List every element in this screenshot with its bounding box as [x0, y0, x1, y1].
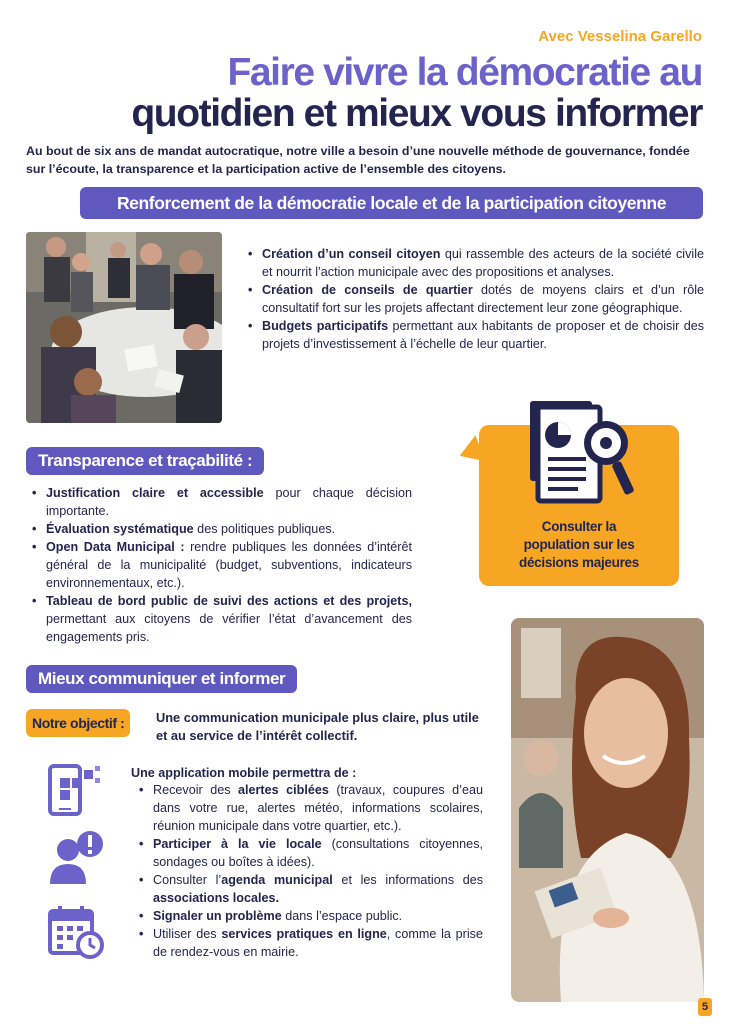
section-heading-communication: Mieux communiquer et informer: [26, 665, 297, 693]
title-line-2: quotidien et mieux vous informer: [131, 92, 702, 135]
candidate-photo: [511, 618, 704, 1002]
section-heading-democratie: Renforcement de la démocratie locale et de la participation citoyenne: [80, 187, 703, 219]
page-title: [131, 52, 702, 134]
document-magnifier-icon: [524, 399, 636, 512]
title-line-1: Faire vivre la démocratie au: [227, 51, 702, 94]
callout-text: Consulter la population sur les décisions majeures: [519, 519, 639, 570]
list-item: • Budgets participatifs permettant aux habitants de proposer et de choisir des projets d’investissement à l’échelle de leur quartier.: [246, 317, 704, 353]
calendar-clock-icon: [48, 905, 104, 964]
page-number: 5: [698, 998, 712, 1016]
app-features-list: [137, 781, 483, 961]
list-item: • Signaler un problème dans l’espace public.: [137, 907, 483, 925]
list-item: • Création de conseils de quartier dotés de moyens clairs et d’un rôle consultatif fort sur les projets affectant directement leur zone géographique.: [246, 281, 704, 317]
list-item: • Création d’un conseil citoyen qui rassemble des acteurs de la société civile et nourrit l’action municipale avec des propositions et analyses.: [246, 245, 704, 281]
objective-badge: Notre objectif :: [26, 709, 130, 737]
list-item: • Participer à la vie locale (consultations citoyennes, sondages ou boîtes à idées).: [137, 835, 483, 871]
author-tagline: Avec Vesselina Garello: [538, 28, 702, 45]
list-item: • Utiliser des services pratiques en ligne, comme la prise de rendez-vous en mairie.: [137, 925, 483, 961]
transparence-list: [30, 484, 412, 646]
app-heading: Une application mobile permettra de :: [131, 766, 357, 780]
user-alert-icon: [48, 830, 104, 889]
list-item: • Justification claire et accessible pour chaque décision importante.: [30, 484, 412, 520]
democratie-list: [246, 245, 704, 353]
list-item: • Évaluation systématique des politiques publiques.: [30, 520, 412, 538]
list-item: • Recevoir des alertes ciblées (travaux, coupures d’eau dans votre rue, alertes météo, informations scolaires, réunion municipale dans votre quartier, etc.).: [137, 781, 483, 835]
mobile-app-icon: [48, 764, 104, 823]
list-item: • Open Data Municipal : rendre publiques les données d’intérêt général de la municipalité (budget, subventions, indicateurs environnementaux, etc.).: [30, 538, 412, 592]
list-item: • Tableau de bord public de suivi des actions et des projets, permettant aux citoyens de vérifier l’état d’avancement des engagements pris.: [30, 592, 412, 646]
list-item: • Consulter l’agenda municipal et les informations des associations locales.: [137, 871, 483, 907]
section-heading-transparence: Transparence et traçabilité :: [26, 447, 264, 475]
intro-paragraph: Au bout de six ans de mandat autocratique, notre ville a besoin d’une nouvelle méthode de gouvernance, fondée sur l’écoute, la transparence et la participation active de l’ensemble des citoyens.: [26, 144, 690, 176]
meeting-photo: [26, 232, 222, 423]
objective-text: Une communication municipale plus claire, plus utile et au service de l’intérêt collectif.: [156, 710, 479, 743]
